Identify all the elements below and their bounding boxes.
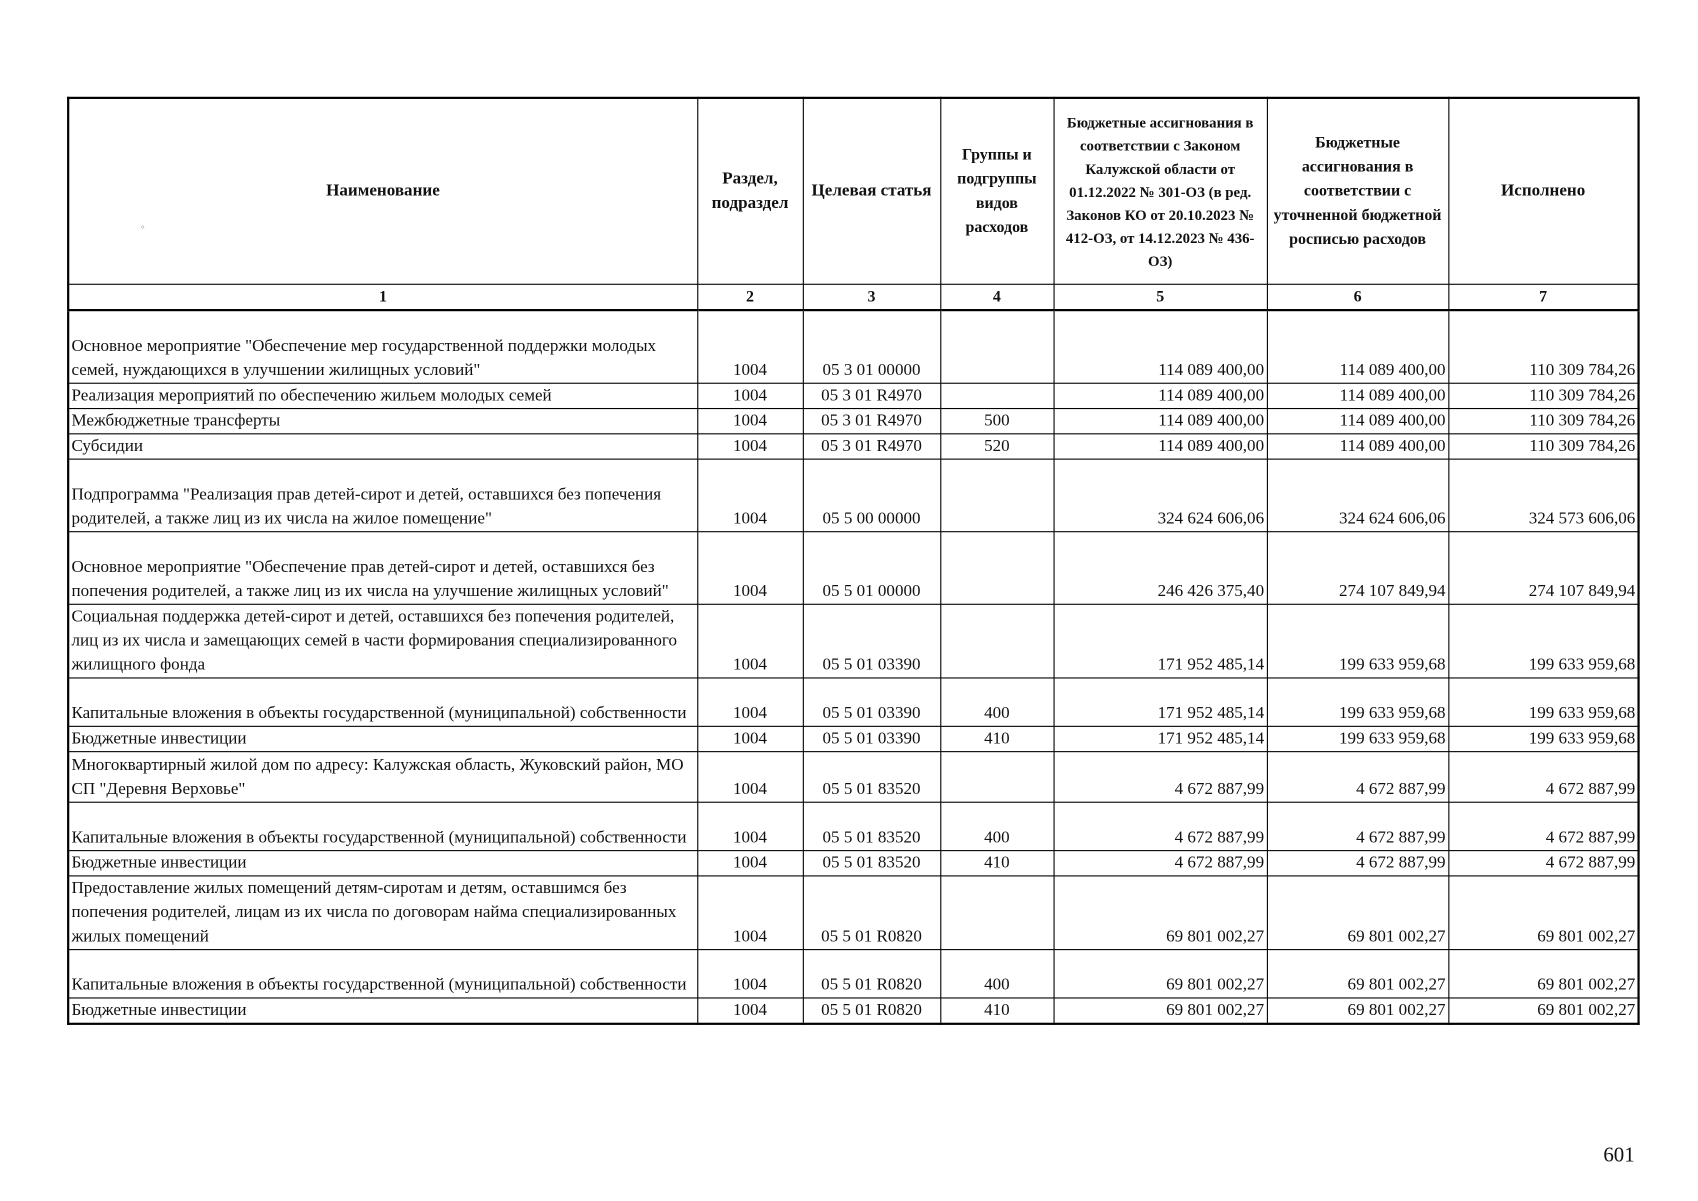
row-razdel-cell: 1004	[697, 310, 803, 383]
table-row	[68, 875, 1638, 949]
row-assignovaniya-zakon-cell: 246 426 375,40	[1054, 531, 1267, 604]
row-celevaya-statya-cell: 05 5 00 00000	[803, 459, 940, 532]
row-name-cell: Реализация мероприятий по обеспечению жильем молодых семей	[68, 383, 697, 408]
header-naimenovanie: Наименование	[68, 98, 697, 284]
table-row	[68, 531, 1638, 604]
row-celevaya-statya-cell: 05 3 01 R4970	[803, 383, 940, 408]
row-assignovaniya-zakon-cell: 4 672 887,99	[1054, 751, 1267, 802]
row-assignovaniya-zakon-cell: 4 672 887,99	[1054, 802, 1267, 850]
table-row	[68, 751, 1638, 802]
row-vid-rashodov-cell: 520	[940, 433, 1053, 458]
column-number: 1	[68, 284, 697, 310]
row-celevaya-statya-cell: 05 5 01 03390	[803, 677, 940, 725]
row-name-cell: Предоставление жилых помещений детям-сиротам и детям, оставшимся без попечения родителей, лицам из их числа по договорам найма специализированных жилых помещений	[68, 875, 697, 949]
row-assignovaniya-rospis-cell: 69 801 002,27	[1267, 997, 1448, 1023]
row-assignovaniya-zakon-cell: 114 089 400,00	[1054, 433, 1267, 458]
row-ispolneno-cell: 110 309 784,26	[1448, 433, 1638, 458]
row-razdel-cell: 1004	[697, 604, 803, 678]
table-row	[68, 677, 1638, 725]
header-assignovaniya-rospis: Бюджетные ассигнования в соответствии с уточненной бюджетной росписью расходов	[1267, 98, 1448, 284]
table-row	[68, 383, 1638, 408]
row-razdel-cell: 1004	[697, 949, 803, 997]
row-celevaya-statya-cell: 05 5 01 00000	[803, 531, 940, 604]
column-number: 6	[1267, 284, 1448, 310]
row-assignovaniya-rospis-cell: 199 633 959,68	[1267, 604, 1448, 678]
table-row	[68, 726, 1638, 751]
row-assignovaniya-rospis-cell: 324 624 606,06	[1267, 459, 1448, 532]
row-assignovaniya-zakon-cell: 114 089 400,00	[1054, 310, 1267, 383]
table-row	[68, 459, 1638, 532]
row-razdel-cell: 1004	[697, 531, 803, 604]
column-number: 3	[803, 284, 940, 310]
table-row	[68, 949, 1638, 997]
row-assignovaniya-rospis-cell: 114 089 400,00	[1267, 433, 1448, 458]
row-assignovaniya-rospis-cell: 69 801 002,27	[1267, 949, 1448, 997]
row-vid-rashodov-cell: 410	[940, 997, 1053, 1023]
row-celevaya-statya-cell: 05 5 01 83520	[803, 850, 940, 875]
row-name-cell: Капитальные вложения в объекты государственной (муниципальной) собственности	[68, 802, 697, 850]
row-razdel-cell: 1004	[697, 726, 803, 751]
row-assignovaniya-rospis-cell: 4 672 887,99	[1267, 751, 1448, 802]
row-assignovaniya-zakon-cell: 69 801 002,27	[1054, 949, 1267, 997]
row-ispolneno-cell: 4 672 887,99	[1448, 850, 1638, 875]
row-ispolneno-cell: 199 633 959,68	[1448, 726, 1638, 751]
row-assignovaniya-rospis-cell: 274 107 849,94	[1267, 531, 1448, 604]
column-number: 5	[1054, 284, 1267, 310]
row-razdel-cell: 1004	[697, 875, 803, 949]
page-number: 601	[1603, 1143, 1635, 1167]
row-assignovaniya-zakon-cell: 69 801 002,27	[1054, 875, 1267, 949]
row-assignovaniya-rospis-cell: 4 672 887,99	[1267, 850, 1448, 875]
row-razdel-cell: 1004	[697, 433, 803, 458]
row-ispolneno-cell: 110 309 784,26	[1448, 383, 1638, 408]
row-celevaya-statya-cell: 05 5 01 83520	[803, 751, 940, 802]
row-razdel-cell: 1004	[697, 751, 803, 802]
header-assignovaniya-zakon: Бюджетные ассигнования в соответствии с Законом Калужской области от 01.12.2022 № 301-ОЗ (в ред. Законов КО от 20.10.2023 № 412-ОЗ, от 14.12.2023 № 436-ОЗ)	[1054, 98, 1267, 284]
row-vid-rashodov-cell: 500	[940, 408, 1053, 433]
row-name-cell: Основное мероприятие "Обеспечение мер государственной поддержки молодых семей, нуждающихся в улучшении жилищных условий"	[68, 310, 697, 383]
table-row	[68, 408, 1638, 433]
column-number: 4	[940, 284, 1053, 310]
row-vid-rashodov-cell	[940, 604, 1053, 678]
row-celevaya-statya-cell: 05 5 01 R0820	[803, 875, 940, 949]
row-assignovaniya-rospis-cell: 4 672 887,99	[1267, 802, 1448, 850]
table-row	[68, 850, 1638, 875]
row-assignovaniya-rospis-cell: 114 089 400,00	[1267, 310, 1448, 383]
row-name-cell: Социальная поддержка детей-сирот и детей, оставшихся без попечения родителей, лиц из их числа и замещающих семей в части формирования специализированного жилищного фонда	[68, 604, 697, 678]
table-header	[68, 98, 1638, 310]
header-celevaya-statya: Целевая статья	[803, 98, 940, 284]
row-name-cell: Основное мероприятие "Обеспечение прав детей-сирот и детей, оставшихся без попечения родителей, а также лиц из их числа на улучшение жилищных условий"	[68, 531, 697, 604]
row-celevaya-statya-cell: 05 3 01 R4970	[803, 408, 940, 433]
row-celevaya-statya-cell: 05 3 01 R4970	[803, 433, 940, 458]
row-vid-rashodov-cell	[940, 875, 1053, 949]
row-razdel-cell: 1004	[697, 677, 803, 725]
row-name-cell: Субсидии	[68, 433, 697, 458]
row-name-cell: Подпрограмма "Реализация прав детей-сирот и детей, оставшихся без попечения родителей, а также лиц из их числа на жилое помещение"	[68, 459, 697, 532]
budget-table	[67, 97, 1640, 1025]
row-name-cell: Многоквартирный жилой дом по адресу: Калужская область, Жуковский район, МО СП "Деревня Верховье"	[68, 751, 697, 802]
row-razdel-cell: 1004	[697, 408, 803, 433]
row-name-cell: Бюджетные инвестиции	[68, 850, 697, 875]
header-gruppy-vidov: Группы и подгруппы видов расходов	[940, 98, 1053, 284]
row-razdel-cell: 1004	[697, 383, 803, 408]
table-row	[68, 604, 1638, 678]
row-assignovaniya-zakon-cell: 171 952 485,14	[1054, 677, 1267, 725]
table-row	[68, 310, 1638, 383]
row-assignovaniya-zakon-cell: 171 952 485,14	[1054, 726, 1267, 751]
row-vid-rashodov-cell: 400	[940, 949, 1053, 997]
row-vid-rashodov-cell: 400	[940, 677, 1053, 725]
row-vid-rashodov-cell: 410	[940, 726, 1053, 751]
row-ispolneno-cell: 199 633 959,68	[1448, 677, 1638, 725]
row-assignovaniya-rospis-cell: 199 633 959,68	[1267, 677, 1448, 725]
row-vid-rashodov-cell	[940, 383, 1053, 408]
row-assignovaniya-zakon-cell: 114 089 400,00	[1054, 408, 1267, 433]
row-vid-rashodov-cell: 400	[940, 802, 1053, 850]
table-row	[68, 433, 1638, 458]
row-ispolneno-cell: 199 633 959,68	[1448, 604, 1638, 678]
row-vid-rashodov-cell	[940, 751, 1053, 802]
row-celevaya-statya-cell: 05 5 01 83520	[803, 802, 940, 850]
row-ispolneno-cell: 110 309 784,26	[1448, 310, 1638, 383]
header-ispolneno: Исполнено	[1448, 98, 1638, 284]
table-row	[68, 997, 1638, 1023]
row-assignovaniya-zakon-cell: 4 672 887,99	[1054, 850, 1267, 875]
row-celevaya-statya-cell: 05 5 01 R0820	[803, 949, 940, 997]
row-assignovaniya-zakon-cell: 171 952 485,14	[1054, 604, 1267, 678]
row-assignovaniya-zakon-cell: 69 801 002,27	[1054, 997, 1267, 1023]
row-assignovaniya-rospis-cell: 199 633 959,68	[1267, 726, 1448, 751]
row-ispolneno-cell: 110 309 784,26	[1448, 408, 1638, 433]
row-razdel-cell: 1004	[697, 802, 803, 850]
row-assignovaniya-zakon-cell: 114 089 400,00	[1054, 383, 1267, 408]
column-number-row	[68, 284, 1638, 310]
row-assignovaniya-rospis-cell: 69 801 002,27	[1267, 875, 1448, 949]
row-name-cell: Капитальные вложения в объекты государственной (муниципальной) собственности	[68, 949, 697, 997]
row-vid-rashodov-cell	[940, 310, 1053, 383]
column-number: 2	[697, 284, 803, 310]
scan-speck: °	[140, 223, 145, 235]
row-vid-rashodov-cell	[940, 531, 1053, 604]
row-celevaya-statya-cell: 05 3 01 00000	[803, 310, 940, 383]
column-number: 7	[1448, 284, 1638, 310]
header-razdel: Раздел, подраздел	[697, 98, 803, 284]
row-ispolneno-cell: 4 672 887,99	[1448, 751, 1638, 802]
row-assignovaniya-rospis-cell: 114 089 400,00	[1267, 408, 1448, 433]
row-razdel-cell: 1004	[697, 459, 803, 532]
row-ispolneno-cell: 274 107 849,94	[1448, 531, 1638, 604]
row-celevaya-statya-cell: 05 5 01 03390	[803, 604, 940, 678]
row-ispolneno-cell: 324 573 606,06	[1448, 459, 1638, 532]
row-name-cell: Бюджетные инвестиции	[68, 726, 697, 751]
row-ispolneno-cell: 69 801 002,27	[1448, 997, 1638, 1023]
row-vid-rashodov-cell: 410	[940, 850, 1053, 875]
row-assignovaniya-rospis-cell: 114 089 400,00	[1267, 383, 1448, 408]
table-row	[68, 802, 1638, 850]
row-razdel-cell: 1004	[697, 997, 803, 1023]
row-ispolneno-cell: 4 672 887,99	[1448, 802, 1638, 850]
row-razdel-cell: 1004	[697, 850, 803, 875]
row-name-cell: Бюджетные инвестиции	[68, 997, 697, 1023]
row-celevaya-statya-cell: 05 5 01 R0820	[803, 997, 940, 1023]
row-ispolneno-cell: 69 801 002,27	[1448, 949, 1638, 997]
row-name-cell: Межбюджетные трансферты	[68, 408, 697, 433]
row-assignovaniya-zakon-cell: 324 624 606,06	[1054, 459, 1267, 532]
row-vid-rashodov-cell	[940, 459, 1053, 532]
table-body	[68, 310, 1638, 1023]
row-ispolneno-cell: 69 801 002,27	[1448, 875, 1638, 949]
row-celevaya-statya-cell: 05 5 01 03390	[803, 726, 940, 751]
row-name-cell: Капитальные вложения в объекты государственной (муниципальной) собственности	[68, 677, 697, 725]
